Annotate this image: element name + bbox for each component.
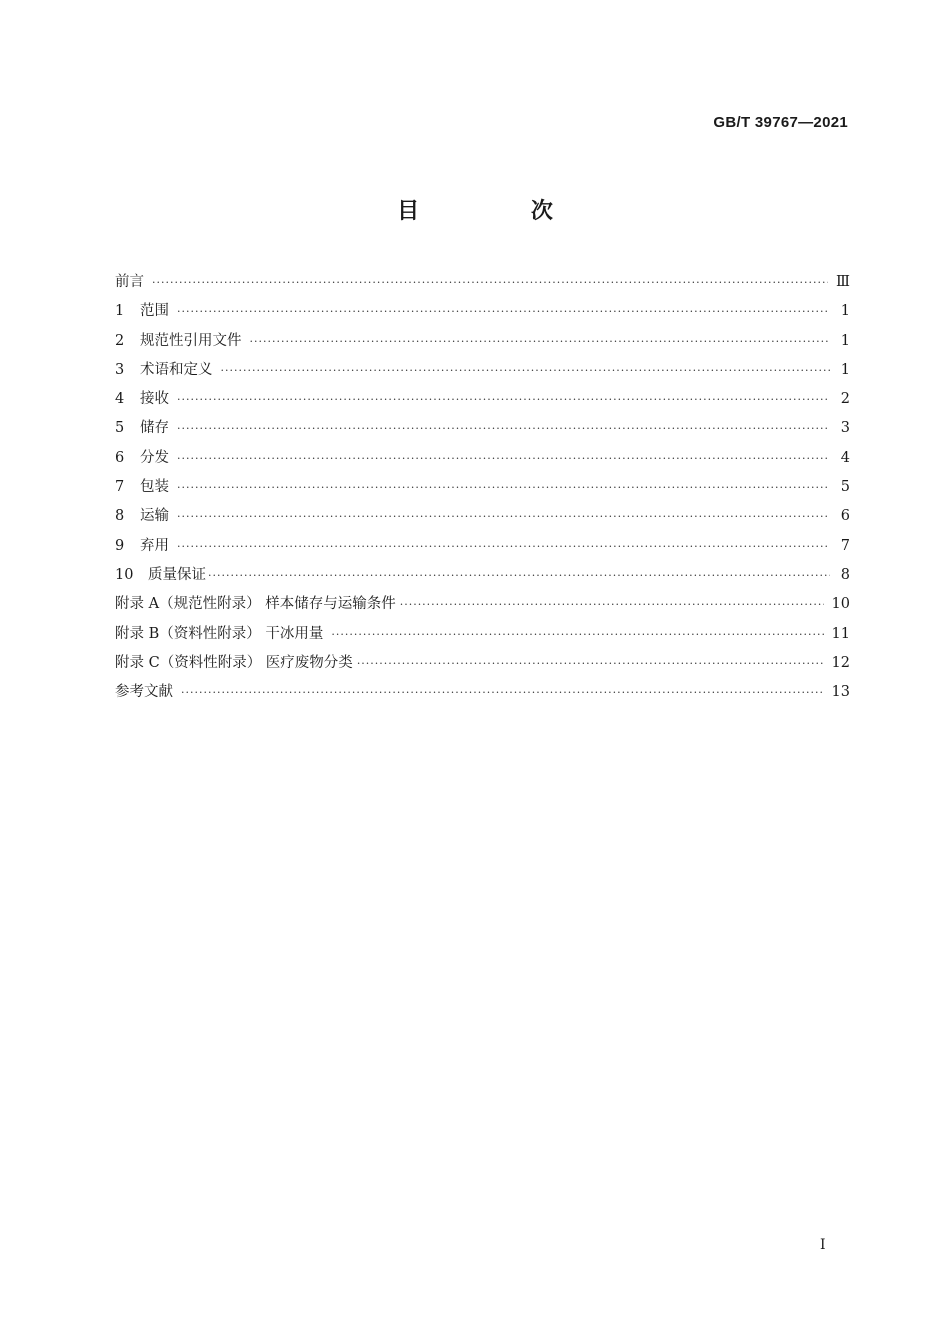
toc-page-number: 2	[840, 391, 850, 408]
toc-page-number: 8	[840, 566, 850, 583]
dot-leader	[177, 422, 830, 435]
dot-leader	[177, 481, 830, 494]
toc-label: 储存	[140, 420, 169, 437]
toc-entry-annex-c[interactable]	[115, 651, 850, 680]
toc-entry-1[interactable]	[115, 299, 850, 328]
toc-page-number: 1	[840, 361, 850, 378]
toc-page-number: 5	[840, 479, 850, 496]
toc-page-number: 7	[840, 537, 850, 554]
toc-entry-5[interactable]	[115, 416, 850, 445]
dot-leader	[177, 305, 830, 318]
toc-page-number: 6	[840, 508, 850, 525]
toc-entry-references[interactable]	[115, 680, 850, 709]
page-title: 目 次	[397, 199, 605, 224]
toc-section-number: 9	[115, 537, 125, 554]
toc-label: 附录 A（规范性附录） 样本储存与运输条件	[115, 596, 396, 613]
toc-entry-annex-a[interactable]	[115, 592, 850, 621]
toc-page-number: Ⅲ	[836, 274, 850, 290]
toc-section-number: 7	[115, 479, 125, 496]
toc-page-number: 10	[831, 596, 850, 613]
dot-leader	[152, 276, 828, 289]
toc-label: 运输	[140, 508, 169, 525]
dot-leader	[250, 335, 831, 348]
toc-page-number: 11	[831, 625, 850, 642]
toc-entry-7[interactable]	[115, 475, 850, 504]
toc-label: 规范性引用文件	[140, 332, 242, 349]
toc-page-number: 3	[840, 420, 850, 437]
toc-entry-8[interactable]	[115, 504, 850, 533]
toc-section-number: 10	[115, 566, 134, 583]
toc-entry-annex-b[interactable]	[115, 622, 850, 651]
toc-label: 范围	[140, 303, 169, 320]
standard-code: GB/T 39767—2021	[713, 114, 848, 131]
toc-label: 包装	[140, 479, 169, 496]
toc-label: 分发	[140, 449, 169, 466]
toc-label: 参考文献	[115, 684, 173, 701]
toc-label: 弃用	[140, 537, 169, 554]
toc-entry-2[interactable]	[115, 329, 850, 358]
toc-page-number: 13	[831, 684, 850, 701]
toc-section-number: 5	[115, 420, 125, 437]
dot-leader	[331, 628, 823, 641]
toc-section-number: 1	[115, 303, 125, 320]
toc-page-number: 12	[831, 654, 850, 671]
toc-section-number: 3	[115, 361, 125, 378]
dot-leader	[177, 452, 830, 465]
toc-entry-9[interactable]	[115, 534, 850, 563]
toc-section-number: 4	[115, 391, 125, 408]
table-of-contents	[115, 270, 850, 709]
toc-entry-3[interactable]	[115, 358, 850, 387]
dot-leader	[177, 393, 830, 406]
toc-page-number: 1	[840, 303, 850, 320]
dot-leader	[221, 364, 831, 377]
toc-label: 前言	[115, 274, 144, 290]
dot-leader	[208, 569, 830, 582]
toc-entry-4[interactable]	[115, 387, 850, 416]
toc-entry-foreword[interactable]	[115, 270, 850, 299]
toc-label: 附录 B（资料性附录） 干冰用量	[115, 625, 324, 642]
dot-leader	[400, 598, 824, 611]
toc-page-number: 4	[840, 449, 850, 466]
toc-label: 附录 C（资料性附录） 医疗废物分类	[115, 654, 353, 671]
dot-leader	[177, 540, 830, 553]
toc-label: 接收	[140, 391, 169, 408]
dot-leader	[181, 686, 824, 699]
toc-label: 质量保证	[148, 566, 206, 583]
toc-label: 术语和定义	[140, 361, 213, 378]
toc-entry-10[interactable]	[115, 563, 850, 592]
dot-leader	[177, 510, 830, 523]
toc-page-number: 1	[840, 332, 850, 349]
toc-section-number: 8	[115, 508, 125, 525]
dot-leader	[357, 657, 824, 670]
page-number: I	[820, 1237, 826, 1253]
toc-section-number: 2	[115, 332, 125, 349]
toc-section-number: 6	[115, 449, 125, 466]
toc-entry-6[interactable]	[115, 446, 850, 475]
